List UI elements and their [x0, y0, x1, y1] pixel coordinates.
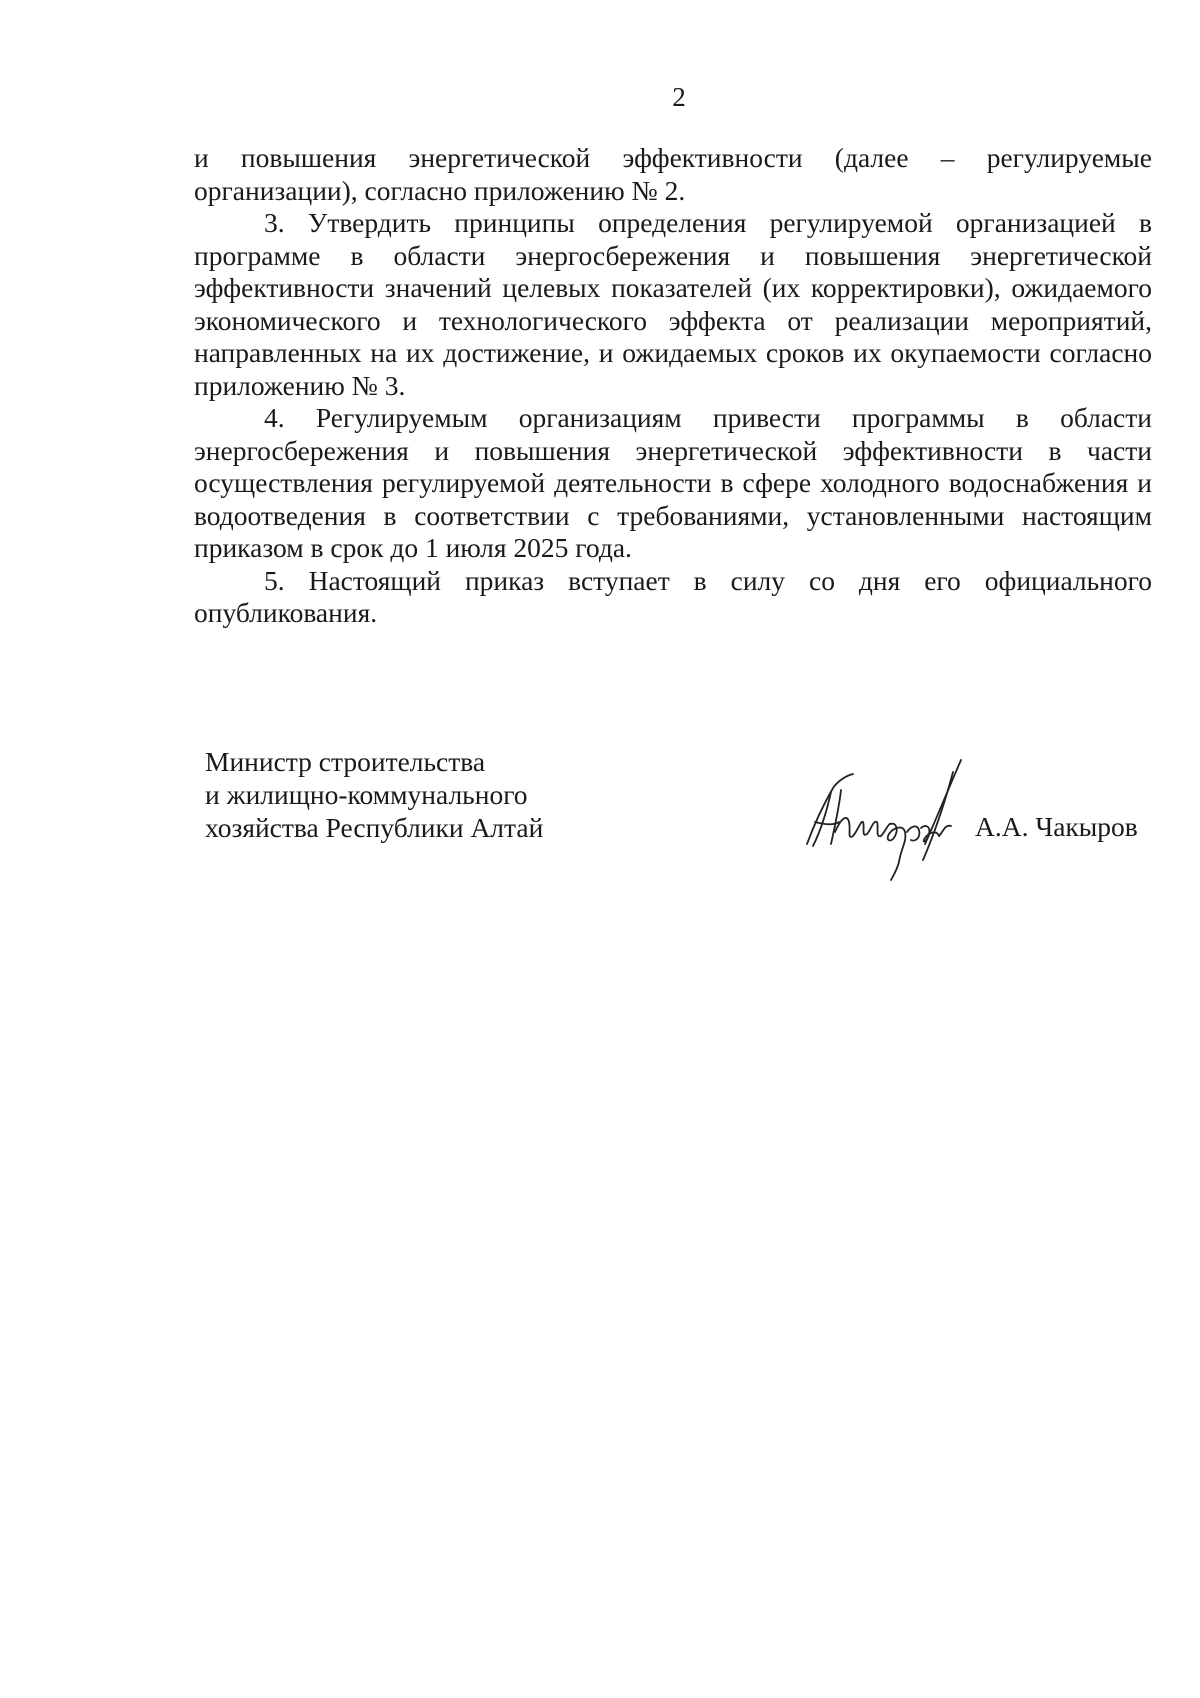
paragraph-continuation: и повышения энергетической эффективности (далее – регулируемые организации), согласно приложению № 2. — [194, 142, 1152, 206]
signatory-position-line: Министр строительства — [205, 746, 486, 777]
signatory-position-line: и жилищно-коммунального — [205, 779, 528, 810]
signatory-name: А.А. Чакыров — [975, 811, 1138, 842]
document-body — [194, 142, 1152, 630]
page-number: 2 — [672, 82, 686, 112]
signatory-position-line: хозяйства Республики Алтай — [205, 812, 544, 843]
paragraph-item-3: 3. Утвердить принципы определения регулируемой организацией в программе в области энергосбережения и повышения энергетической эффективности значений целевых показателей (их корректировки), ожидаемого экономического и технологического эффекта от реализации мероприятий, направленных на их достижение, и ожидаемых сроков их окупаемости согласно приложению № 3. — [194, 207, 1152, 401]
paragraph-item-4: 4. Регулируемым организациям привести программы в области энергосбережения и повышения энергетической эффективности в части осуществления регулируемой деятельности в сфере холодного водоснабжения и водоотведения в соответствии с требованиями, установленными настоящим приказом в срок до 1 июля 2025 года. — [194, 402, 1152, 563]
paragraph-item-5: 5. Настоящий приказ вступает в силу со дня его официального опубликования. — [194, 564, 1152, 628]
signatory-position — [205, 745, 543, 844]
handwritten-signature — [795, 752, 995, 902]
